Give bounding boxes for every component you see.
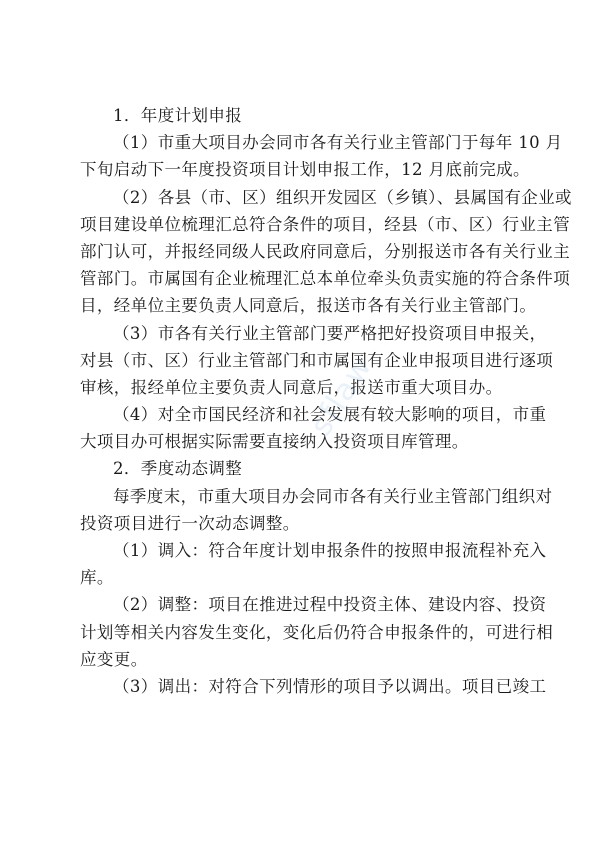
paragraph-line: （1）市重大项目办会同市各有关行业主管部门于每年 10 月	[113, 133, 563, 153]
paragraph-line: 计划等相关内容发生变化，变化后仍符合申报条件的，可进行相	[80, 622, 554, 642]
paragraph-line: （2）各县（市、区）组织开发园区（乡镇）、县属国有企业或	[113, 187, 572, 207]
section-heading: 2．季度动态调整	[113, 459, 243, 479]
paragraph-line: 对县（市、区）行业主管部门和市属国有企业申报项目进行逐项	[80, 350, 554, 370]
paragraph-line: （1）调入：符合年度计划申报条件的按照申报流程补充入	[113, 541, 547, 560]
paragraph-line: （2）调整：项目在推进过程中投资主体、建设内容、投资	[113, 595, 547, 615]
paragraph-line: 审核，报经单位主要负责人同意后，报送市重大项目办。	[80, 377, 503, 397]
paragraph-line: 每季度末，市重大项目办会同市各有关行业主管部门组织对	[113, 486, 553, 506]
paragraph-line: 目，经单位主要负责人同意后，报送市各有关行业主管部门。	[80, 296, 537, 316]
document-body	[80, 102, 572, 700]
paragraph-line: （3）市各有关行业主管部门要严格把好投资项目申报关，	[113, 323, 547, 343]
paragraph-line: （3）调出：对符合下列情形的项目予以调出。项目已竣工	[113, 676, 547, 696]
paragraph-line: 库。	[80, 568, 114, 588]
watermark: sflaw	[303, 349, 380, 442]
paragraph-line: （4）对全市国民经济和社会发展有较大影响的项目，市重	[113, 405, 547, 425]
paragraph-line: 应变更。	[80, 649, 148, 669]
paragraph-line: 下旬启动下一年度投资项目计划申报工作，12 月底前完成。	[80, 160, 530, 180]
paragraph-line: 部门认可，并报经同级人民政府同意后，分别报送市各有关行业主	[80, 241, 571, 261]
section-heading: 1．年度计划申报	[113, 106, 243, 125]
paragraph-line: 项目建设单位梳理汇总符合条件的项目，经县（市、区）行业主管	[80, 214, 571, 234]
paragraph-line: 大项目办可根据实际需要直接纳入投资项目库管理。	[80, 432, 469, 452]
paragraph-line: 管部门。市属国有企业梳理汇总本单位牵头负责实施的符合条件项	[80, 269, 571, 289]
paragraph-line: 投资项目进行一次动态调整。	[80, 513, 300, 533]
